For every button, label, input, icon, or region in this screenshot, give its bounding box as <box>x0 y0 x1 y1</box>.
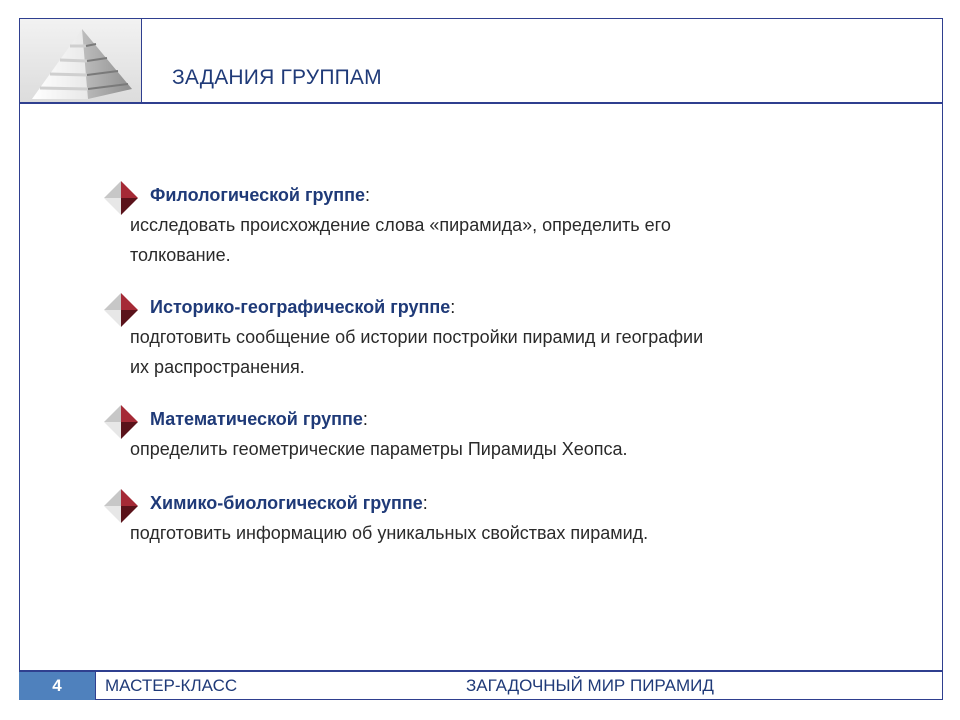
item-text-line: их распространения. <box>130 357 305 377</box>
item-heading <box>130 180 800 210</box>
item-heading <box>130 488 800 518</box>
task-list <box>100 180 800 570</box>
item-text-line: толкование. <box>130 245 231 265</box>
logo <box>19 18 142 104</box>
item-text-line: подготовить сообщение об истории постройки пирамид и географии <box>130 327 704 347</box>
list-item <box>100 180 800 270</box>
group-name: Математической группе <box>150 409 363 429</box>
list-item <box>100 292 800 382</box>
group-name: Филологической группе <box>150 185 366 205</box>
page-number-badge: 4 <box>19 672 96 700</box>
heading-colon: : <box>422 493 428 513</box>
footer-topic-label: ЗАГАДОЧНЫЙ МИР ПИРАМИД <box>466 676 714 695</box>
heading-colon: : <box>365 185 371 205</box>
group-name: Химико-биологической группе <box>150 493 423 513</box>
footer-bar <box>19 670 943 700</box>
heading-colon: : <box>362 409 368 429</box>
page-title: ЗАДАНИЯ ГРУППАМ <box>172 66 382 89</box>
arrow-bullet-icon <box>104 489 138 523</box>
arrow-bullet-icon <box>104 405 138 439</box>
item-text-line: определить геометрические параметры Пирамиды Хеопса. <box>130 439 628 459</box>
item-text-line: исследовать происхождение слова «пирамида», определить его <box>130 215 671 235</box>
arrow-bullet-icon <box>104 293 138 327</box>
footer-course-label: МАСТЕР-КЛАСС <box>105 676 238 695</box>
list-item <box>100 488 800 548</box>
arrow-bullet-icon <box>104 181 138 215</box>
header-rule <box>19 102 943 104</box>
heading-colon: : <box>450 297 456 317</box>
item-text-line: подготовить информацию об уникальных свойствах пирамид. <box>130 523 649 543</box>
item-heading <box>130 404 800 434</box>
pyramid-icon <box>20 19 142 104</box>
group-name: Историко-географической группе <box>150 297 451 317</box>
list-item <box>100 404 800 464</box>
item-heading <box>130 292 800 322</box>
